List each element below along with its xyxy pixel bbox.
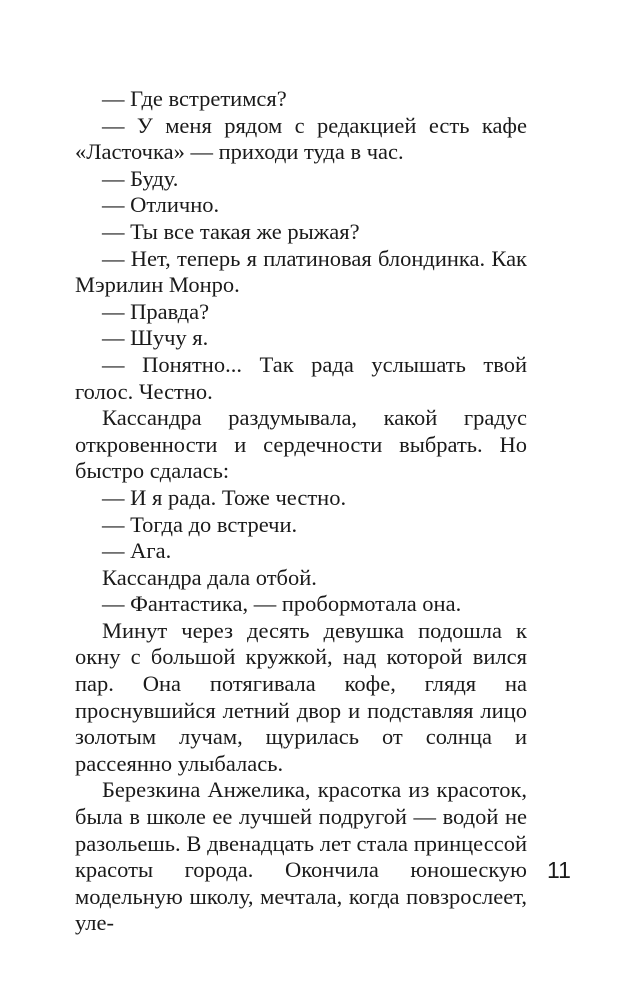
dialogue-line: — Фантастика, — пробормотала она. <box>102 591 462 617</box>
dialogue-line: — Понятно... Так рада услышать твой голос. Честно. <box>75 351 527 404</box>
narrative-paragraph: Кассандра раздумывала, какой градус откровенности и сердечности выбрать. Но быстро сдалась: <box>75 405 527 484</box>
dialogue-line: — Тогда до встречи. <box>102 511 298 537</box>
page-text-block <box>75 86 527 937</box>
dialogue-line: — Отлично. <box>102 192 220 218</box>
dialogue-line: — Где встретимся? <box>102 86 287 111</box>
page-number: 11 <box>547 857 571 883</box>
dialogue-line: — Буду. <box>102 165 179 191</box>
dialogue-line: — Шучу я. <box>102 325 209 351</box>
dialogue-line: — Нет, теперь я платиновая блондинка. Как Мэрилин Монро. <box>75 245 527 298</box>
narrative-paragraph: Кассандра дала отбой. <box>102 564 317 590</box>
dialogue-line: — Ага. <box>102 538 172 564</box>
dialogue-line: — У меня рядом с редакцией есть кафе «Ласточка» — приходи туда в час. <box>75 112 527 165</box>
dialogue-line: — И я рада. Тоже честно. <box>102 484 347 510</box>
narrative-paragraph: Березкина Анжелика, красотка из красоток, была в школе ее лучшей подругой — водой не разольешь. В двенадцать лет стала принцессой красоты города. Окончила юношескую модельную школу, мечтала, когда повзрослеет, уле- <box>75 777 527 936</box>
narrative-paragraph: Минут через десять девушка подошла к окну с большой кружкой, над которой вился пар. Она потягивала кофе, глядя на проснувшийся летний двор и подставляя лицо золотым лучам, щурилась от солнца и рассеянно улыбалась. <box>75 617 527 776</box>
dialogue-line: — Ты все такая же рыжая? <box>102 218 360 244</box>
dialogue-line: — Правда? <box>102 298 210 324</box>
